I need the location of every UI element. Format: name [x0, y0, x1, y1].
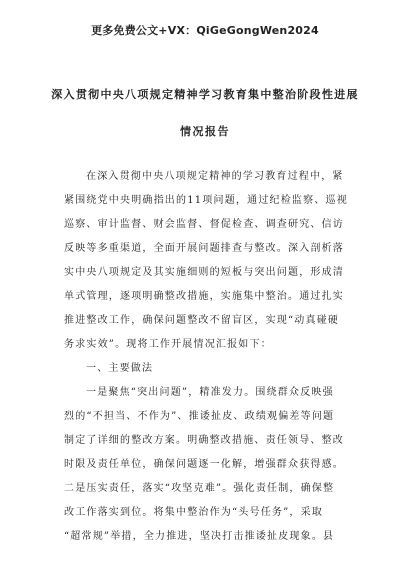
- document-subtitle: 情况报告: [180, 125, 230, 138]
- document-title: 深入贯彻中央八项规定精神学习教育集中整治阶段性进展: [51, 88, 359, 101]
- body-line: 时限及责任单位，确保问题逐一化解，增强群众获得感。: [64, 459, 344, 470]
- body-line: 在深入贯彻中央八项规定精神的学习教育过程中，紧: [86, 171, 344, 182]
- section-heading: 一、主要做法: [86, 363, 154, 374]
- body-line: 二是压实责任，落实“攻坚克难”。强化责任制，确保整: [64, 483, 335, 494]
- body-line: 改工作落实到位。将集中整治作为“头号任务”，采取: [64, 507, 324, 518]
- body-line: 推进整改工作，确保问题整改不留盲区，实现“动真碰硬: [64, 315, 340, 326]
- body-line: 紧围绕党中央明确指出的11项问题，通过纪检监察、巡视: [64, 195, 348, 206]
- body-line: 反映等多重渠道，全面开展问题排查与整改。深入剖析落: [64, 243, 344, 254]
- body-line: 一是聚焦“突出问题”，精准发力。围绕群众反映强: [86, 387, 334, 398]
- body-line: 实中央八项规定及其实施细则的短板与突出问题，形成清: [64, 267, 344, 278]
- body-line: “超常规”举措，全力推进，坚决打击推诿扯皮现象。县: [64, 531, 335, 542]
- body-line: 制定了详细的整改方案。明确整改措施、责任领导、整改: [64, 435, 344, 446]
- body-line: 单式管理，逐项明确整改措施，实施集中整治。通过扎实: [64, 291, 344, 302]
- watermark-header: 更多免费公文+VX：QiGeGongWen2024: [91, 24, 319, 37]
- body-line: 务求实效”。现将工作开展情况汇报如下：: [64, 339, 272, 350]
- body-line: 烈的“不担当、不作为”、推诿扯皮、政绩观偏差等问题: [64, 411, 335, 422]
- body-line: 巡察、审计监督、财会监督、督促检查、调查研究、信访: [64, 219, 344, 230]
